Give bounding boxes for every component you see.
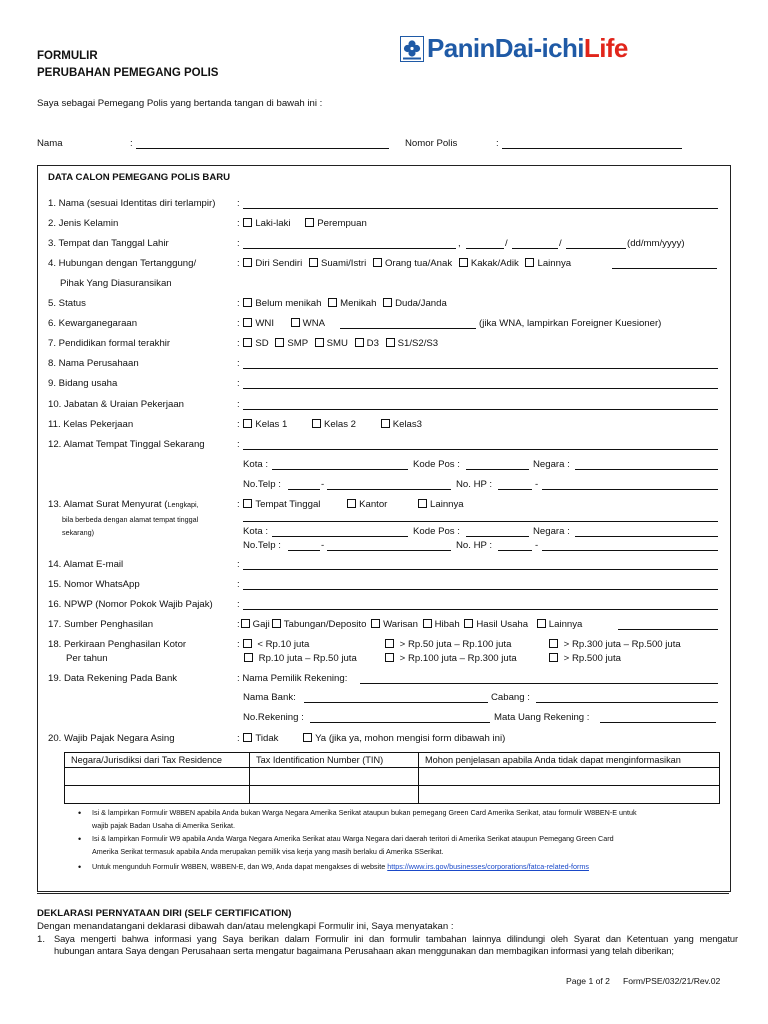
note-w8ben-2: wajib pajak Badan Usaha di Amerika Serikat. (92, 821, 236, 830)
label-mata-uang: Mata Uang Rekening : (494, 712, 590, 723)
label-kelas-pekerjaan: 11. Kelas Pekerjaan (48, 419, 134, 430)
label-pendidikan: 7. Pendidikan formal terakhir (48, 338, 171, 349)
field-alamat-tinggal[interactable] (243, 449, 718, 450)
option-hasil-usaha: Hasil Usaha (476, 619, 529, 630)
table-cell[interactable] (419, 786, 720, 804)
field-hubungan-lainnya[interactable] (612, 268, 717, 269)
option-gaji: Gaji (252, 619, 270, 630)
alamat-surat-note-1: bila berbeda dengan alamat tempat tinggal (62, 515, 199, 524)
option-penghasilan-1: < Rp.10 juta (257, 639, 310, 650)
checkbox-hibah[interactable] (423, 619, 432, 628)
label-nama-bank: Nama Bank: (243, 692, 296, 703)
label-kode-pos-surat: Kode Pos : (413, 526, 460, 537)
table-cell[interactable] (65, 786, 250, 804)
checkbox-penghasilan-5[interactable] (385, 653, 394, 662)
option-lainnya-sumber: Lainnya (548, 619, 583, 630)
note-w8ben: • Isi & lampirkan Formulir W8BEN apabila Anda bukan Warga Negara Amerika Serikat ataupun bukan pemegang Green Card Amerika Serikat, atau formulir W8BEN-E untuk (92, 808, 637, 817)
option-menikah: Menikah (340, 298, 377, 309)
field-telp-kode[interactable] (288, 489, 320, 490)
page-number: Page 1 of 2 (566, 976, 610, 986)
nama-label: Nama (37, 138, 63, 149)
option-smp: SMP (287, 338, 308, 349)
option-hibah: Hibah (434, 619, 460, 630)
field-tempat-lahir[interactable] (243, 248, 456, 249)
option-belum-menikah: Belum menikah (255, 298, 322, 309)
checkbox-laki-laki[interactable] (243, 218, 252, 227)
option-wni: WNI (255, 318, 274, 329)
checkbox-kantor[interactable] (347, 499, 356, 508)
label-no-rekening: No.Rekening : (243, 712, 304, 723)
table-row (65, 768, 720, 786)
declaration-title: DEKLARASI PERNYATAAN DIRI (SELF CERTIFICATION) (37, 908, 292, 919)
checkbox-lainnya-alamat[interactable] (418, 499, 427, 508)
label-email: 14. Alamat E-mail (48, 559, 124, 570)
option-orang-tua-anak: Orang tua/Anak (384, 258, 453, 269)
checkbox-orang-tua-anak[interactable] (373, 258, 382, 267)
option-kelas-2: Kelas 2 (324, 419, 357, 430)
label-cabang: Cabang : (491, 692, 530, 703)
checkbox-penghasilan-4[interactable] (244, 653, 253, 662)
option-duda-janda: Duda/Janda (395, 298, 447, 309)
declaration-point-1: Saya mengerti bahwa informasi yang Saya berikan dalam Formulir ini dan formulir tambahan lainnya dilindungi oleh Syarat dan Ketentuan yang mengatur (54, 934, 738, 944)
checkbox-lainnya-sumber[interactable] (537, 619, 546, 628)
label-kode-pos: Kode Pos : (413, 459, 460, 470)
label-alamat-surat: 13. Alamat Surat Menyurat (Lengkapi, (48, 499, 199, 510)
option-tidak: Tidak (255, 733, 279, 744)
option-tabungan: Tabungan/Deposito (283, 619, 367, 630)
label-kewarganegaraan: 6. Kewarganegaraan (48, 318, 138, 329)
label-sumber-penghasilan: 17. Sumber Penghasilan (48, 619, 154, 630)
option-perempuan: Perempuan (317, 218, 367, 229)
checkbox-kelas-3[interactable] (381, 419, 390, 428)
label-nama-pemilik-rekening: : Nama Pemilik Rekening: (237, 673, 348, 684)
option-tempat-tinggal: Tempat Tinggal (255, 499, 321, 510)
section-divider (37, 893, 729, 894)
field-kode-pos-surat[interactable] (466, 536, 529, 537)
field-mata-uang[interactable] (600, 722, 716, 723)
label-no-telp-surat: No.Telp : (243, 540, 281, 551)
table-row (65, 786, 720, 804)
wna-note: (jika WNA, lampirkan Foreigner Kuesioner) (479, 318, 662, 329)
alamat-surat-note-2: sekarang) (62, 528, 94, 537)
option-smu: SMU (326, 338, 348, 349)
option-ya: Ya (jika ya, mohon mengisi form dibawah ini) (315, 733, 506, 744)
label-alamat-tinggal: 12. Alamat Tempat Tinggal Sekarang (48, 439, 205, 450)
checkbox-penghasilan-6[interactable] (549, 653, 558, 662)
label-kota: Kota : (243, 459, 269, 470)
checkbox-gaji[interactable] (241, 619, 250, 628)
field-whatsapp[interactable] (243, 589, 718, 590)
label-nama: 1. Nama (sesuai Identitas diri terlampir) (48, 198, 216, 209)
checkbox-sd[interactable] (243, 338, 252, 347)
option-penghasilan-3: > Rp.300 juta – Rp.500 juta (563, 639, 681, 650)
field-kode-pos[interactable] (466, 469, 529, 470)
field-kota-surat[interactable] (272, 536, 408, 537)
label-penghasilan: 18. Perkiraan Penghasilan Kotor (48, 639, 187, 650)
field-hp-kode-surat[interactable] (498, 550, 532, 551)
checkbox-s1-s2-s3[interactable] (386, 338, 395, 347)
field-telp-kode-surat[interactable] (288, 550, 320, 551)
table-cell[interactable] (250, 786, 419, 804)
irs-fatca-link[interactable]: https://www.irs.gov/businesses/corporations/fatca-related-forms (387, 862, 589, 871)
field-hp[interactable] (542, 489, 718, 490)
field-tgl[interactable] (466, 248, 504, 249)
checkbox-penghasilan-2[interactable] (385, 639, 394, 648)
label-bidang-usaha: 9. Bidang usaha (48, 378, 118, 389)
field-hp-surat[interactable] (542, 550, 718, 551)
field-bln[interactable] (512, 248, 558, 249)
label-whatsapp: 15. Nomor WhatsApp (48, 579, 140, 590)
field-sumber-lainnya[interactable] (618, 629, 718, 630)
option-diri-sendiri: Diri Sendiri (255, 258, 303, 269)
checkbox-menikah[interactable] (328, 298, 337, 307)
field-bidang-usaha[interactable] (243, 388, 718, 389)
checkbox-kelas-1[interactable] (243, 419, 252, 428)
declaration-point-number: 1. (37, 934, 46, 945)
label-jabatan: 10. Jabatan & Uraian Pekerjaan (48, 399, 184, 410)
checkbox-penghasilan-3[interactable] (549, 639, 558, 648)
option-kakak-adik: Kakak/Adik (470, 258, 519, 269)
checkbox-kakak-adik[interactable] (459, 258, 468, 267)
column-header-penjelasan: Mohon penjelasan apabila Anda tidak dapat menginformasikan (419, 753, 720, 768)
flower-logo-icon (400, 36, 424, 62)
option-sd: SD (255, 338, 269, 349)
label-negara: Negara : (533, 459, 570, 470)
checkbox-wna[interactable] (291, 318, 300, 327)
declaration-intro: Dengan menandatangani deklarasi dibawah dan/atau melengkapi Formulir ini, Saya menyatakan : (37, 921, 454, 932)
nomor-polis-field[interactable] (502, 148, 682, 149)
checkbox-duda-janda[interactable] (383, 298, 392, 307)
field-negara[interactable] (575, 469, 718, 470)
label-status: 5. Status (48, 298, 86, 309)
field-jabatan[interactable] (243, 409, 718, 410)
label-tempat-tgl-lahir: 3. Tempat dan Tanggal Lahir (48, 238, 169, 249)
field-cabang[interactable] (536, 702, 718, 703)
declaration-point-1-cont: hubungan antara Saya dengan Perusahaan serta mengatur bagaimana Perusahaan akan menggunakan dan membagikan informasi yang telah diberikan; (54, 946, 674, 956)
field-email[interactable] (243, 569, 718, 570)
field-alamat-surat[interactable] (243, 521, 718, 522)
checkbox-tabungan[interactable] (272, 619, 281, 628)
option-penghasilan-5: > Rp.100 juta – Rp.300 juta (399, 653, 517, 664)
checkbox-perempuan[interactable] (305, 218, 314, 227)
field-kota[interactable] (272, 469, 408, 470)
field-nama[interactable] (243, 208, 718, 209)
intro-text: Saya sebagai Pemegang Polis yang bertanda tangan di bawah ini : (37, 98, 323, 109)
label-no-telp: No.Telp : (243, 479, 281, 490)
option-kantor: Kantor (359, 499, 388, 510)
logo-text-main: PaninDai-ichi (427, 33, 584, 63)
option-kelas-1: Kelas 1 (255, 419, 288, 430)
label-wajib-pajak-asing: 20. Wajib Pajak Negara Asing (48, 733, 175, 744)
checkbox-tidak[interactable] (243, 733, 252, 742)
option-kelas-3: Kelas3 (392, 419, 423, 430)
label-penghasilan-2: Per tahun (66, 653, 108, 664)
form-code: Form/PSE/032/21/Rev.02 (623, 976, 721, 986)
table-cell[interactable] (250, 768, 419, 786)
checkbox-wni[interactable] (243, 318, 252, 327)
checkbox-smu[interactable] (315, 338, 324, 347)
table-cell[interactable] (65, 768, 250, 786)
note-download: • Untuk mengunduh Formulir W8BEN, W8BEN-E, dan W9, Anda dapat mengakses di website https://www.irs.gov/businesses/corporations/fatca-related-forms (92, 862, 589, 871)
field-thn[interactable] (566, 248, 626, 249)
nomor-polis-label: Nomor Polis (405, 138, 458, 149)
table-header-row (65, 753, 720, 768)
field-hp-kode[interactable] (498, 489, 532, 490)
label-negara-surat: Negara : (533, 526, 570, 537)
option-penghasilan-2: > Rp.50 juta – Rp.100 juta (399, 639, 512, 650)
field-wna[interactable] (340, 328, 476, 329)
note-w9: • Isi & lampirkan Formulir W9 apabila Anda Warga Negara Amerika Serikat atau Warga Negara dari daerah teritori di Amerika Serikat ataupun Pemegang Green Card (92, 834, 614, 843)
checkbox-kelas-2[interactable] (312, 419, 321, 428)
checkbox-tempat-tinggal[interactable] (243, 499, 252, 508)
option-warisan: Warisan (383, 619, 418, 630)
option-lainnya-alamat: Lainnya (430, 499, 464, 510)
note-w9-2: Amerika Serikat termasuk apabila Anda merupakan pemilik visa kerja yang masih berlaku di Amerika SSerikat. (92, 847, 444, 856)
option-wna: WNA (302, 318, 326, 329)
checkbox-smp[interactable] (275, 338, 284, 347)
field-nama-pemilik-rekening[interactable] (360, 683, 718, 684)
option-penghasilan-4: Rp.10 juta – Rp.50 juta (258, 653, 357, 664)
field-nama-perusahaan[interactable] (243, 368, 718, 369)
label-nama-perusahaan: 8. Nama Perusahaan (48, 358, 139, 369)
checkbox-ya[interactable] (303, 733, 312, 742)
label-rekening: 19. Data Rekening Pada Bank (48, 673, 178, 684)
label-hubungan-2: Pihak Yang Diasuransikan (60, 278, 172, 289)
checkbox-hasil-usaha[interactable] (464, 619, 473, 628)
tax-residence-table (64, 752, 720, 804)
label-npwp: 16. NPWP (Nomor Pokok Wajib Pajak) (48, 599, 213, 610)
form-label: FORMULIR (37, 50, 98, 62)
field-no-rekening[interactable] (310, 722, 490, 723)
checkbox-diri-sendiri[interactable] (243, 258, 252, 267)
column-header-negara: Negara/Jurisdiksi dari Tax Residence (65, 753, 250, 768)
option-s1-s2-s3: S1/S2/S3 (397, 338, 439, 349)
field-telp-surat[interactable] (327, 550, 451, 551)
checkbox-d3[interactable] (355, 338, 364, 347)
checkbox-penghasilan-1[interactable] (243, 639, 252, 648)
column-header-tin: Tax Identification Number (TIN) (250, 753, 419, 768)
option-d3: D3 (366, 338, 379, 349)
label-jenis-kelamin: 2. Jenis Kelamin (48, 218, 119, 229)
label-no-hp: No. HP : (456, 479, 493, 490)
date-format-hint: (dd/mm/yyyy) (627, 238, 685, 249)
field-negara-surat[interactable] (575, 536, 718, 537)
field-npwp[interactable] (243, 609, 718, 610)
label-hubungan: 4. Hubungan dengan Tertanggung/ (48, 258, 197, 269)
option-lainnya-hubungan: Lainnya (537, 258, 572, 269)
table-cell[interactable] (419, 768, 720, 786)
section-title: DATA CALON PEMEGANG POLIS BARU (48, 172, 231, 183)
checkbox-warisan[interactable] (371, 619, 380, 628)
option-suami-istri: Suami/Istri (320, 258, 367, 269)
checkbox-suami-istri[interactable] (309, 258, 318, 267)
field-nama-bank[interactable] (304, 702, 488, 703)
nama-field[interactable] (136, 148, 389, 149)
logo-text-life: Life (583, 33, 628, 63)
checkbox-belum-menikah[interactable] (243, 298, 252, 307)
label-no-hp-surat: No. HP : (456, 540, 493, 551)
form-title: PERUBAHAN PEMEGANG POLIS (37, 67, 219, 79)
option-laki-laki: Laki-laki (255, 218, 291, 229)
option-penghasilan-6: > Rp.500 juta (563, 653, 622, 664)
label-kota-surat: Kota : (243, 526, 269, 537)
checkbox-lainnya-hubungan[interactable] (525, 258, 534, 267)
field-telp[interactable] (327, 489, 451, 490)
